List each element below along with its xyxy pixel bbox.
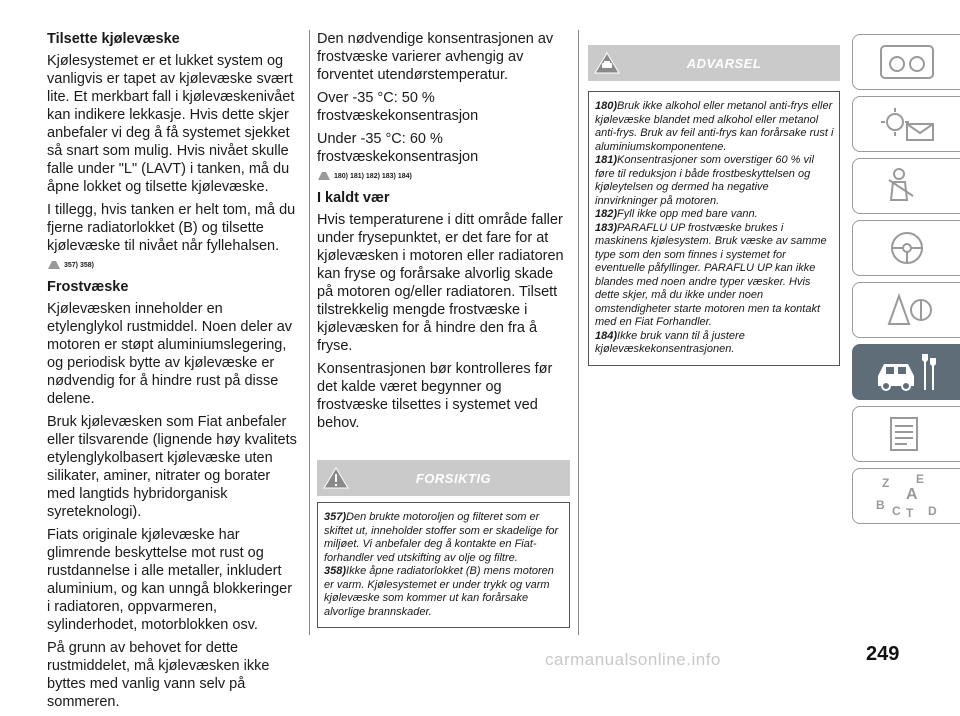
- svg-text:Z: Z: [881, 476, 889, 490]
- paragraph: Den nødvendige konsentrasjonen av frostvæske varierer avhengig av forventet utendørstemperatur.: [317, 31, 554, 83]
- caution-hand-icon: [47, 260, 61, 270]
- svg-text:E: E: [915, 472, 924, 486]
- paragraph: Hvis temperaturene i ditt område faller under frysepunktet, er det fare for at kjølevæsken i motoren eller radiatoren kan fryse og forårsake alvorlig skade på motoren og/eller radiatoren. Tilsett tilstrekkelig mengde frostvæske i kjølevæsken for å hindre den fra å fryse.: [317, 212, 564, 354]
- tab-technical-data[interactable]: [852, 406, 960, 462]
- steering-driving-icon: [877, 228, 937, 268]
- reference-note: [317, 171, 570, 181]
- tab-starting-driving[interactable]: [852, 220, 960, 276]
- chapter-tabs: [852, 34, 960, 530]
- warning-block: [588, 45, 840, 366]
- paragraph: Kjølevæsken inneholder en etylenglykol rustmiddel. Noen deler av motoren er støpt aluminiumslegering, og periodisk bytte av kjølevæske er nødvendig for å hindre rust på disse delene.: [47, 301, 293, 407]
- paragraph: Over -35 °C: 50 % frostvæskekonsentrasjon: [317, 90, 479, 124]
- svg-text:T: T: [905, 506, 913, 520]
- warning-car-icon: [317, 171, 331, 181]
- paragraph: Kjølesystemet er et lukket system og vanligvis er tapet av kjølevæske svært lite. Et merkbart fall i kjølevæskenivået kan indikere lekkasje. Hvis dette skjer anbefaler vi deg å få systemet sjekket så snart som mulig. Hvis nivået skulle falle under "L" (LAVT) i tanken, må du åpne lokket og tilsette kjølevæske.: [47, 53, 295, 195]
- tab-maintenance[interactable]: [852, 344, 960, 400]
- technical-data-icon: [877, 414, 937, 454]
- safety-icon: [877, 166, 937, 206]
- caution-note: 357)Den brukte motoroljen og filteret som er skiftet ut, inneholder stoffer som er skadelige for miljøet. Vi anbefaler deg å kontakte en Fiat-forhandler ved utskifting av olje og filtre. 358)Ikke åpne radiatorlokket (B) mens motoren er varm. Kjølesystemet er under trykk og varm kjølevæske som kommer ut kan forårsake alvorlige brannskader.: [324, 511, 559, 618]
- reference-numbers: 180) 181) 182) 183) 184): [334, 172, 412, 180]
- column-middle: [317, 30, 570, 628]
- alphabetical-index-icon: [872, 471, 942, 521]
- reference-numbers: 357) 358): [64, 261, 94, 269]
- caution-title: FORSIKTIG: [415, 470, 492, 486]
- paragraph: Under -35 °C: 60 % frostvæskekonsentrasjon: [317, 131, 479, 165]
- warning-triangle-icon: [877, 290, 937, 330]
- column-right: [588, 30, 840, 366]
- paragraph: I tillegg, hvis tanken er helt tom, må du fjerne radiatorlokket (B) og tilsette kjølevæske til nivået når fyllehalsen.: [47, 202, 296, 254]
- tab-in-emergency[interactable]: [852, 282, 960, 338]
- heading-adding-coolant: Tilsette kjølevæske: [47, 31, 180, 47]
- svg-text:B: B: [875, 498, 885, 512]
- caution-block: [317, 460, 570, 628]
- watermark: carmanualsonline.info: [545, 650, 721, 669]
- svg-text:C: C: [891, 504, 901, 518]
- car-dashboard-icon: [877, 42, 937, 82]
- paragraph: Bruk kjølevæsken som Fiat anbefaler eller tilsvarende (lignende høy kvalitets etylenglykolbasert kjølevæske uten silikater, aminer, nitrater og borater med langtids hybridorganisk syreteknologi).: [47, 414, 297, 520]
- warning-header: [588, 45, 840, 81]
- caution-header: [317, 460, 570, 496]
- heading-antifreeze: Frostvæske: [47, 279, 129, 295]
- reference-note: [47, 260, 297, 270]
- column-divider: [309, 30, 310, 635]
- caution-box: [317, 502, 570, 628]
- heading-cold-weather: I kaldt vær: [317, 190, 390, 206]
- tab-index[interactable]: [852, 468, 960, 524]
- paragraph: Fiats originale kjølevæske har glimrende beskyttelse mot rust og rustdannelse i alle metaller, inkludert aluminium, og kan unngå blokkeringer i radiatoren, oppvarmeren, sylinderhodet, motorblokken osv.: [47, 527, 293, 633]
- warning-car-icon: [594, 51, 620, 75]
- tab-warning-lights[interactable]: [852, 96, 960, 152]
- page-number: 249: [866, 643, 900, 665]
- warning-note: 180)Bruk ikke alkohol eller metanol anti-frys eller kjølevæske blandet med alkohol eller metanol anti-frys. Bruk av feil anti-frys kan forårsake rust i aluminiumskomponentene. 181)Konsentrasjoner som overstiger 60 % vil føre til reduksjon i både frostbeskyttelsen og kjøleytelsen og dermed ha negative innvirkninger på motoren. 182)Fyll ikke opp med bare vann. 183)PARAFLU UP frostvæske brukes i maskinens kjølesystem. Bruk væske av samme type som den som finnes i systemet for eventuelle påfyllinger. PARAFLU UP kan ikke blandes med noen andre typer væsker. Hvis dette skjer, må du ikke under noen omstendigheter starte motoren men ta kontakt med en Fiat Forhandler. 184)Ikke bruk vann til å justere kjølevæskekonsentrasjonen.: [595, 100, 834, 355]
- warning-lights-icon: [877, 104, 937, 144]
- svg-text:D: D: [927, 504, 937, 518]
- column-left: [47, 30, 297, 716]
- svg-text:A: A: [905, 486, 918, 503]
- paragraph: Konsentrasjonen bør kontrolleres før det kalde været begynner og frostvæske tilsettes i systemet ved behov.: [317, 361, 553, 431]
- paragraph: På grunn av behovet for dette rustmiddelet, må kjølevæsken ikke byttes med vanlig vann selv på sommeren.: [47, 640, 270, 710]
- column-divider: [578, 30, 579, 635]
- car-wrench-icon: [874, 350, 940, 394]
- tab-dashboard[interactable]: [852, 34, 960, 90]
- warning-box: [588, 91, 840, 366]
- tab-safety[interactable]: [852, 158, 960, 214]
- caution-triangle-icon: [323, 466, 349, 490]
- warning-title: ADVARSEL: [686, 55, 762, 71]
